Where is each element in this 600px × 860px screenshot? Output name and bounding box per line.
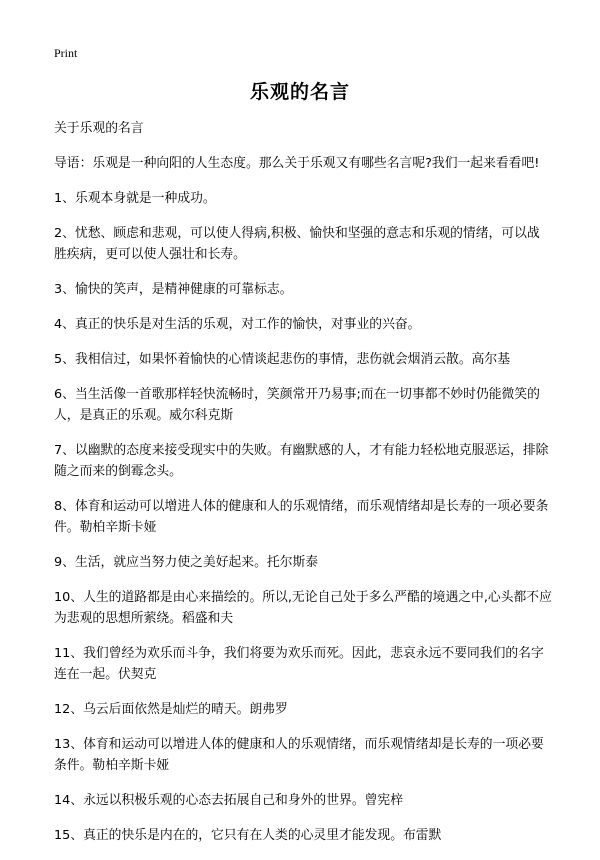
- quote-item: 12、乌云后面依然是灿烂的晴天。朗弗罗: [54, 702, 288, 717]
- quote-item: 14、永远以积极乐观的心态去拓展自己和身外的世界。曾宪梓: [54, 793, 404, 808]
- quote-item: 11、我们曾经为欢乐而斗争，我们将要为欢乐而死。因此，悲哀永远不要同我们的名字连在一起。伏契克: [54, 646, 544, 682]
- quote-item: 3、愉快的笑声，是精神健康的可靠标志。: [54, 282, 293, 297]
- quote-item: 7、以幽默的态度来接受现实中的失败。有幽默感的人，才有能力轻松地克服恶运，排除随之而来的倒霉念头。: [54, 443, 549, 479]
- quote-item: 5、我相信过，如果怀着愉快的心情谈起悲伤的事情，悲伤就会烟消云散。高尔基: [54, 352, 511, 367]
- quote-item: 10、人生的道路都是由心来描绘的。所以,无论自己处于多么严酷的境遇之中,心头都不应为悲观的思想所萦绕。稻盛和夫: [54, 590, 552, 626]
- page-title: 乐观的名言: [249, 81, 350, 103]
- quote-item: 2、忧愁、顾虑和悲观，可以使人得病,积极、愉快和坚强的意志和乐观的情绪，可以战胜疾病，更可以使人强壮和长寿。: [54, 226, 540, 262]
- quote-item: 6、当生活像一首歌那样轻快流畅时，笑颜常开乃易事;而在一切事都不妙时仍能微笑的人，是真正的乐观。威尔科克斯: [54, 387, 540, 423]
- intro-paragraph: 导语：乐观是一种向阳的人生态度。那么关于乐观又有哪些名言呢?我们一起来看看吧!: [54, 156, 540, 171]
- quote-item: 1、乐观本身就是一种成功。: [54, 191, 216, 206]
- quote-item: 8、体育和运动可以增进人体的健康和人的乐观情绪，而乐观情绪却是长寿的一项必要条件。勒柏辛斯卡娅: [54, 499, 549, 535]
- quote-item: 15、真正的快乐是内在的，它只有在人类的心灵里才能发现。布雷默: [54, 828, 442, 843]
- article-subtitle: 关于乐观的名言: [54, 121, 144, 136]
- quote-item: 13、体育和运动可以增进人体的健康和人的乐观情绪，而乐观情绪却是长寿的一项必要条件。勒柏辛斯卡娅: [54, 737, 544, 773]
- print-label: Print: [54, 46, 78, 60]
- article-body: [54, 118, 552, 860]
- quote-item: 9、生活，就应当努力使之美好起来。托尔斯泰: [54, 555, 319, 570]
- quote-item: 4、真正的快乐是对生活的乐观，对工作的愉快，对事业的兴奋。: [54, 317, 421, 332]
